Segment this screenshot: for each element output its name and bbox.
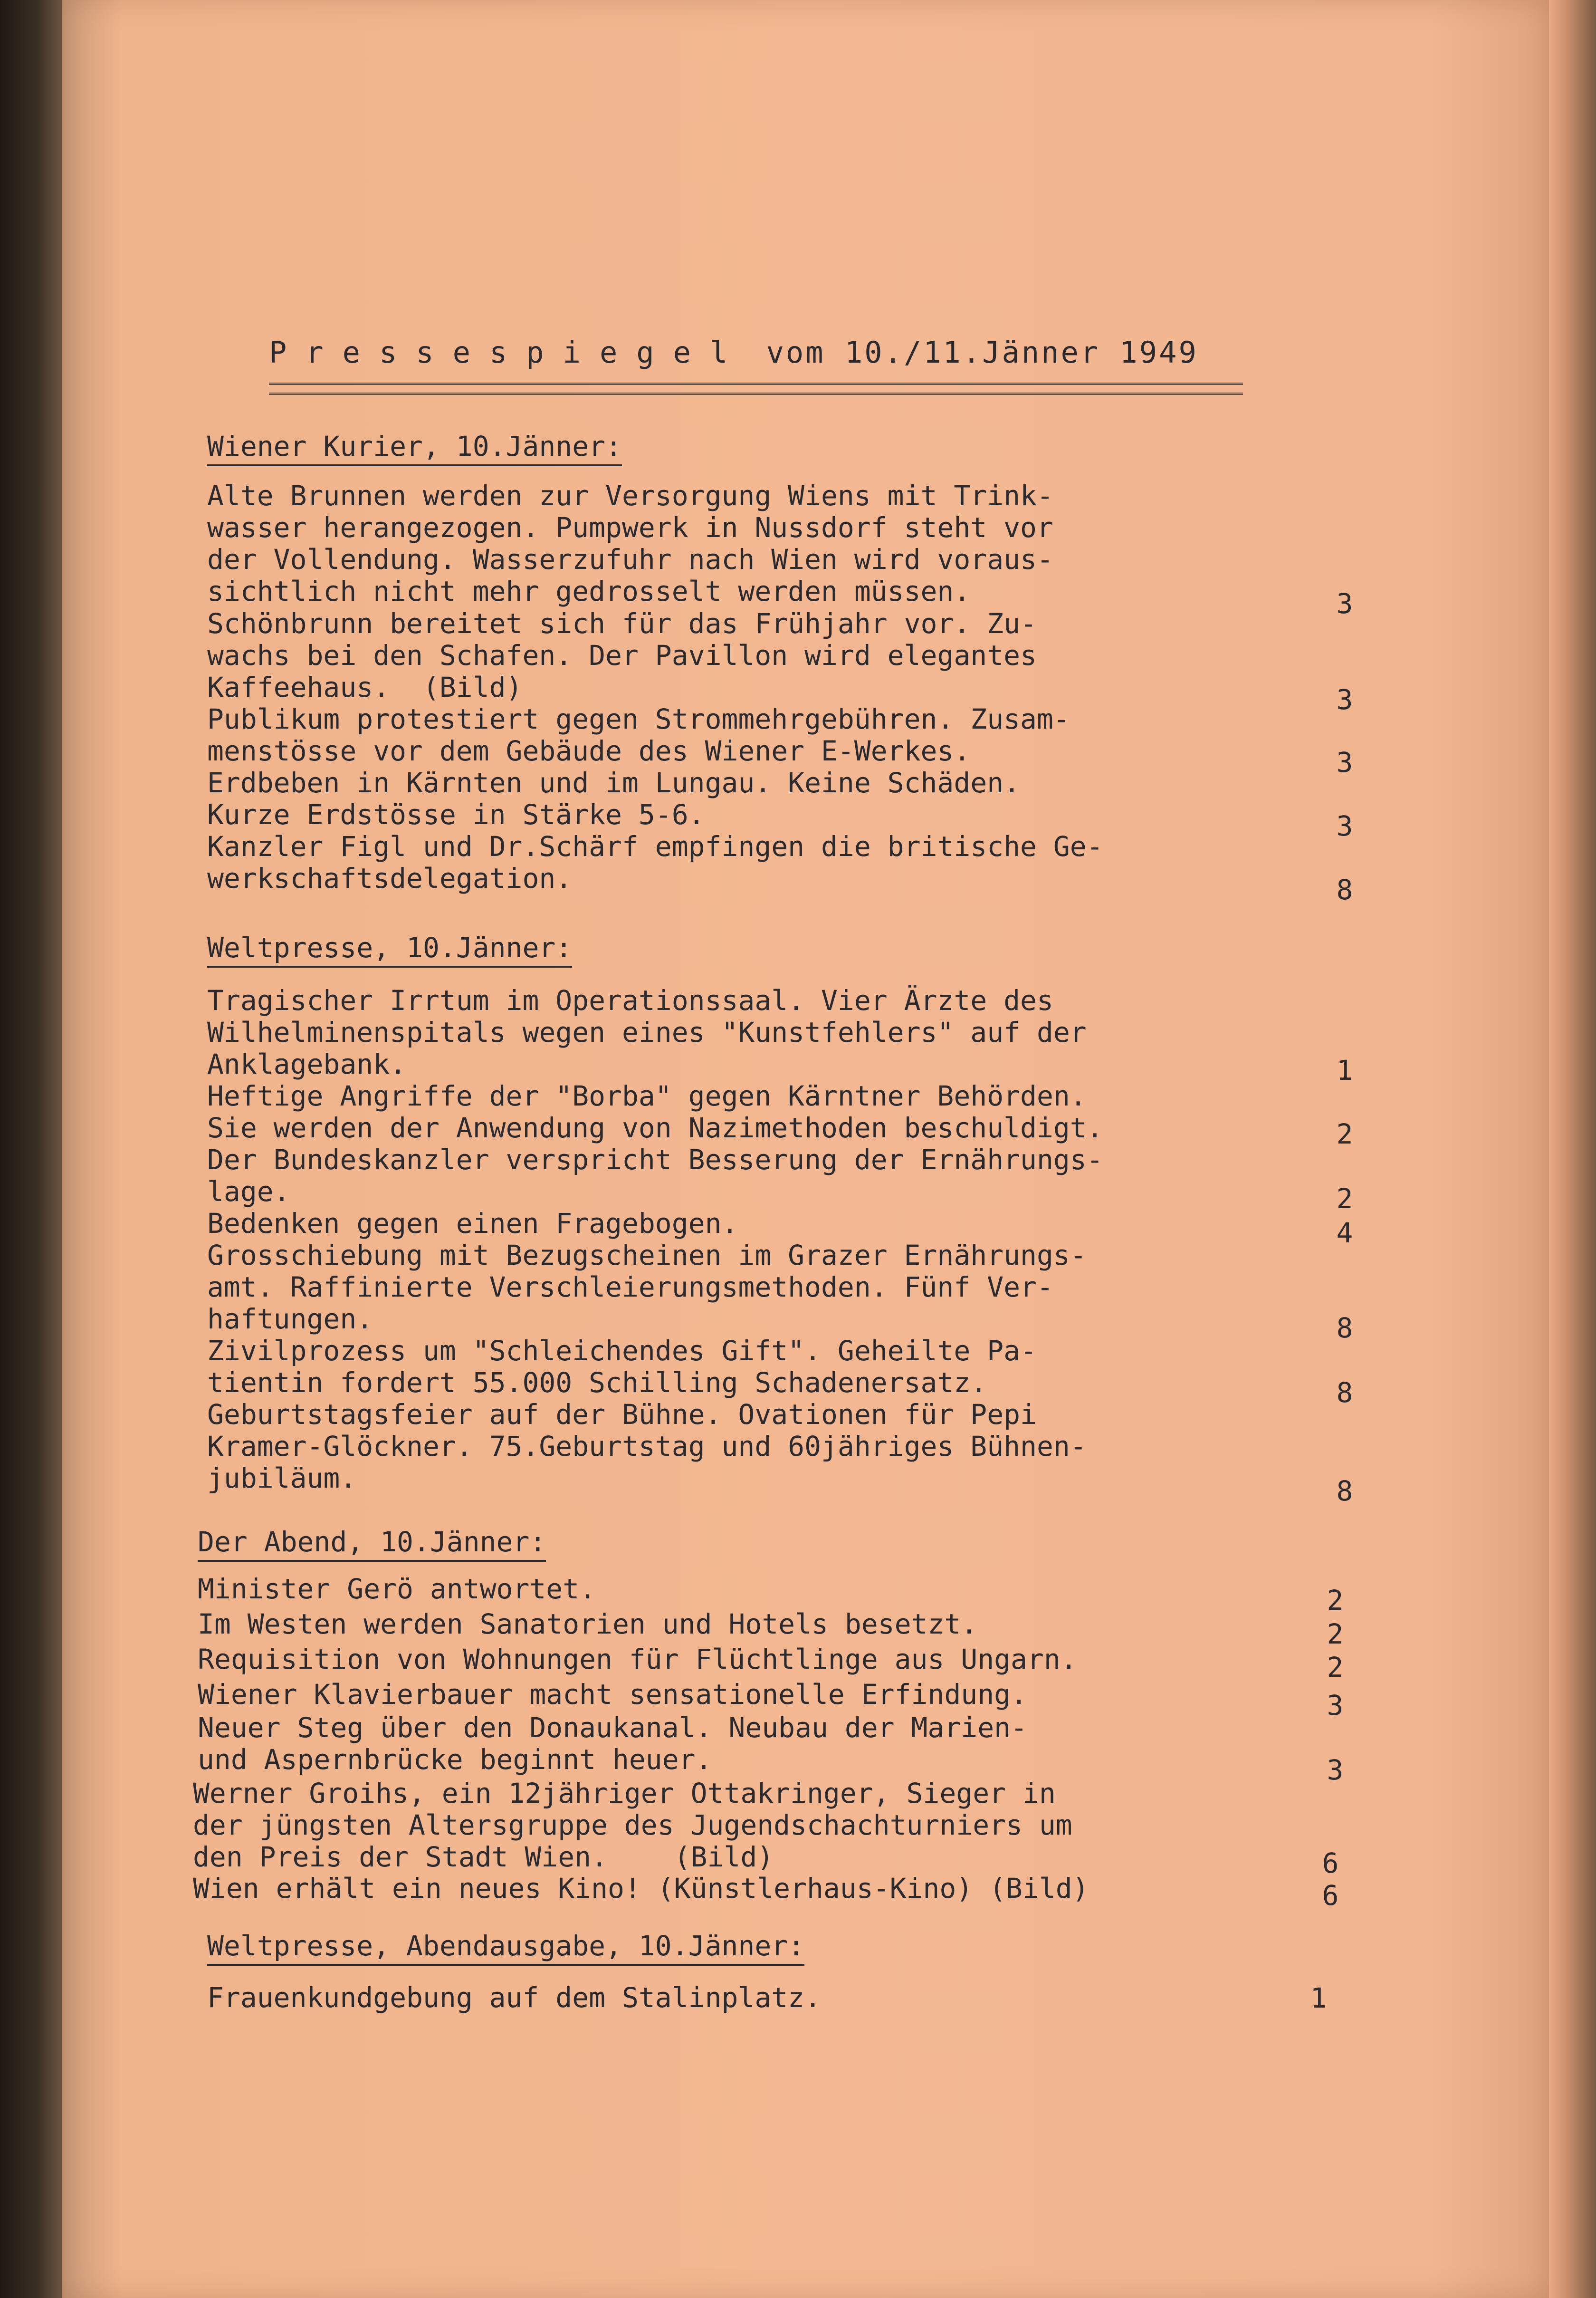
entry-line: Alte Brunnen werden zur Versorgung Wiens mit Trink- [207,480,1053,512]
entry-text [207,703,1070,767]
entry-page-number: 8 [1336,874,1353,906]
entry-line: jubiläum. [207,1462,357,1494]
entry-line: Geburtstagsfeier auf der Bühne. Ovationen für Pepi [207,1398,1037,1431]
entry-text [207,1335,1037,1399]
entry-line: Bedenken gegen einen Fragebogen. [207,1207,738,1240]
entry-line: menstösse vor dem Gebäude des Wiener E-Werkes. [207,735,971,767]
entry-line: Sie werden der Anwendung von Nazimethoden beschuldigt. [207,1112,1103,1144]
entry-page-number: 6 [1322,1879,1339,1912]
entry-line: und Aspernbrücke beginnt heuer. [198,1743,712,1776]
entry-line: Grosschiebung mit Bezugscheinen im Grazer Ernährungs- [207,1239,1087,1271]
section-heading-wiener-kurier: Wiener Kurier, 10.Jänner: [207,430,622,466]
entry-page-number: 3 [1327,1689,1344,1721]
entry-line: wachs bei den Schafen. Der Pavillon wird elegantes [207,639,1037,672]
section-heading-weltpresse-abendausgabe: Weltpresse, Abendausgabe, 10.Jänner: [207,1930,804,1966]
title-double-underline [269,383,1243,395]
entry-page-number: 8 [1336,1312,1353,1344]
entry-line: Schönbrunn bereitet sich für das Frühjahr vor. Zu- [207,607,1037,640]
entry-line: lage. [207,1175,290,1208]
entry-text [198,1573,596,1605]
entry-line: Erdbeben in Kärnten und im Lungau. Keine Schäden. [207,767,1021,799]
entry-text [207,1208,738,1240]
entry-line: Wiener Klavierbauer macht sensationelle Erfindung. [198,1678,1027,1711]
entry-page-number: 2 [1336,1183,1353,1215]
entry-text [207,1144,1103,1208]
entry-line: sichtlich nicht mehr gedrosselt werden müssen. [207,575,971,607]
entry-page-number: 8 [1336,1376,1353,1409]
entry-text [207,767,1020,831]
entry-text [207,1240,1087,1335]
section-heading-der-abend: Der Abend, 10.Jänner: [198,1526,546,1562]
entry-line: Zivilprozess um "Schleichendes Gift". Geheilte Pa- [207,1335,1037,1367]
entry-line: Der Bundeskanzler verspricht Besserung der Ernährungs- [207,1144,1103,1176]
entry-line: Kanzler Figl und Dr.Schärf empfingen die britische Ge- [207,830,1103,863]
entry-text [207,608,1037,703]
entry-line: Anklagebank. [207,1048,407,1080]
entry-line: wasser herangezogen. Pumpwerk in Nussdorf steht vor [207,511,1053,544]
entry-text [198,1644,1077,1675]
entry-page-number: 3 [1336,810,1353,842]
entry-text [198,1679,1027,1711]
entry-page-number: 3 [1336,587,1353,620]
entry-line: der jüngsten Altersgruppe des Jugendschachturniers um [193,1809,1072,1841]
entry-line: haftungen. [207,1303,373,1335]
entry-line: Im Westen werden Sanatorien und Hotels besetzt. [198,1608,978,1640]
document-title [269,335,1198,370]
entry-line: werkschaftsdelegation. [207,862,573,894]
entry-page-number: 6 [1322,1847,1339,1879]
entry-text [207,480,1053,607]
entry-line: Minister Gerö antwortet. [198,1573,596,1605]
entry-page-number: 3 [1336,746,1353,779]
entry-line: Wilhelminenspitals wegen eines "Kunstfehlers" auf der [207,1016,1087,1048]
title-date: vom 10./11.Jänner 1949 [766,335,1198,370]
entry-page-number: 4 [1336,1217,1353,1249]
entry-page-number: 2 [1327,1651,1344,1683]
entry-text [193,1873,1089,1904]
entry-page-number: 3 [1336,683,1353,716]
entry-page-number: 8 [1336,1475,1353,1507]
entry-line: Kurze Erdstösse in Stärke 5-6. [207,798,705,831]
entry-text [193,1778,1072,1873]
entry-line: amt. Raffinierte Verschleierungsmethoden. Fünf Ver- [207,1271,1053,1303]
entry-page-number: 1 [1310,1982,1327,2014]
entry-page-number: 2 [1327,1584,1344,1616]
entry-line: Publikum protestiert gegen Strommehrgebühren. Zusam- [207,703,1070,735]
entry-line: Kramer-Glöckner. 75.Geburtstag und 60jähriges Bühnen- [207,1430,1087,1462]
entry-line: Werner Groihs, ein 12jähriger Ottakringer, Sieger in [193,1777,1056,1809]
entry-text [198,1712,1027,1776]
entry-line: Requisition von Wohnungen für Flüchtlinge aus Ungarn. [198,1643,1077,1675]
entry-page-number: 1 [1336,1054,1353,1087]
entry-line: den Preis der Stadt Wien. (Bild) [193,1841,774,1873]
entry-text [207,1080,1103,1144]
entry-line: tientin fordert 55.000 Schilling Schadenersatz. [207,1366,987,1399]
title-spaced-word: Pressespiegel [269,335,747,370]
entry-line: Neuer Steg über den Donaukanal. Neubau der Marien- [198,1711,1027,1744]
entry-page-number: 2 [1336,1118,1353,1150]
entry-line: Frauenkundgebung auf dem Stalinplatz. [207,1981,822,2014]
entry-text [198,1608,977,1640]
entry-line: Tragischer Irrtum im Operationssaal. Vier Ärzte des [207,984,1053,1017]
entry-text [207,985,1087,1080]
entry-line: der Vollendung. Wasserzufuhr nach Wien wird voraus- [207,543,1053,576]
entry-line: Kaffeehaus. (Bild) [207,671,523,703]
entry-line: Wien erhält ein neues Kino! (Künstlerhaus-Kino) (Bild) [193,1872,1089,1904]
entry-page-number: 3 [1327,1754,1344,1786]
entry-page-number: 2 [1327,1618,1344,1650]
entry-text [207,1399,1087,1494]
entry-line: Heftige Angriffe der "Borba" gegen Kärntner Behörden. [207,1080,1087,1112]
section-heading-weltpresse: Weltpresse, 10.Jänner: [207,932,572,968]
entry-text [207,831,1103,894]
entry-text [207,1982,821,2014]
